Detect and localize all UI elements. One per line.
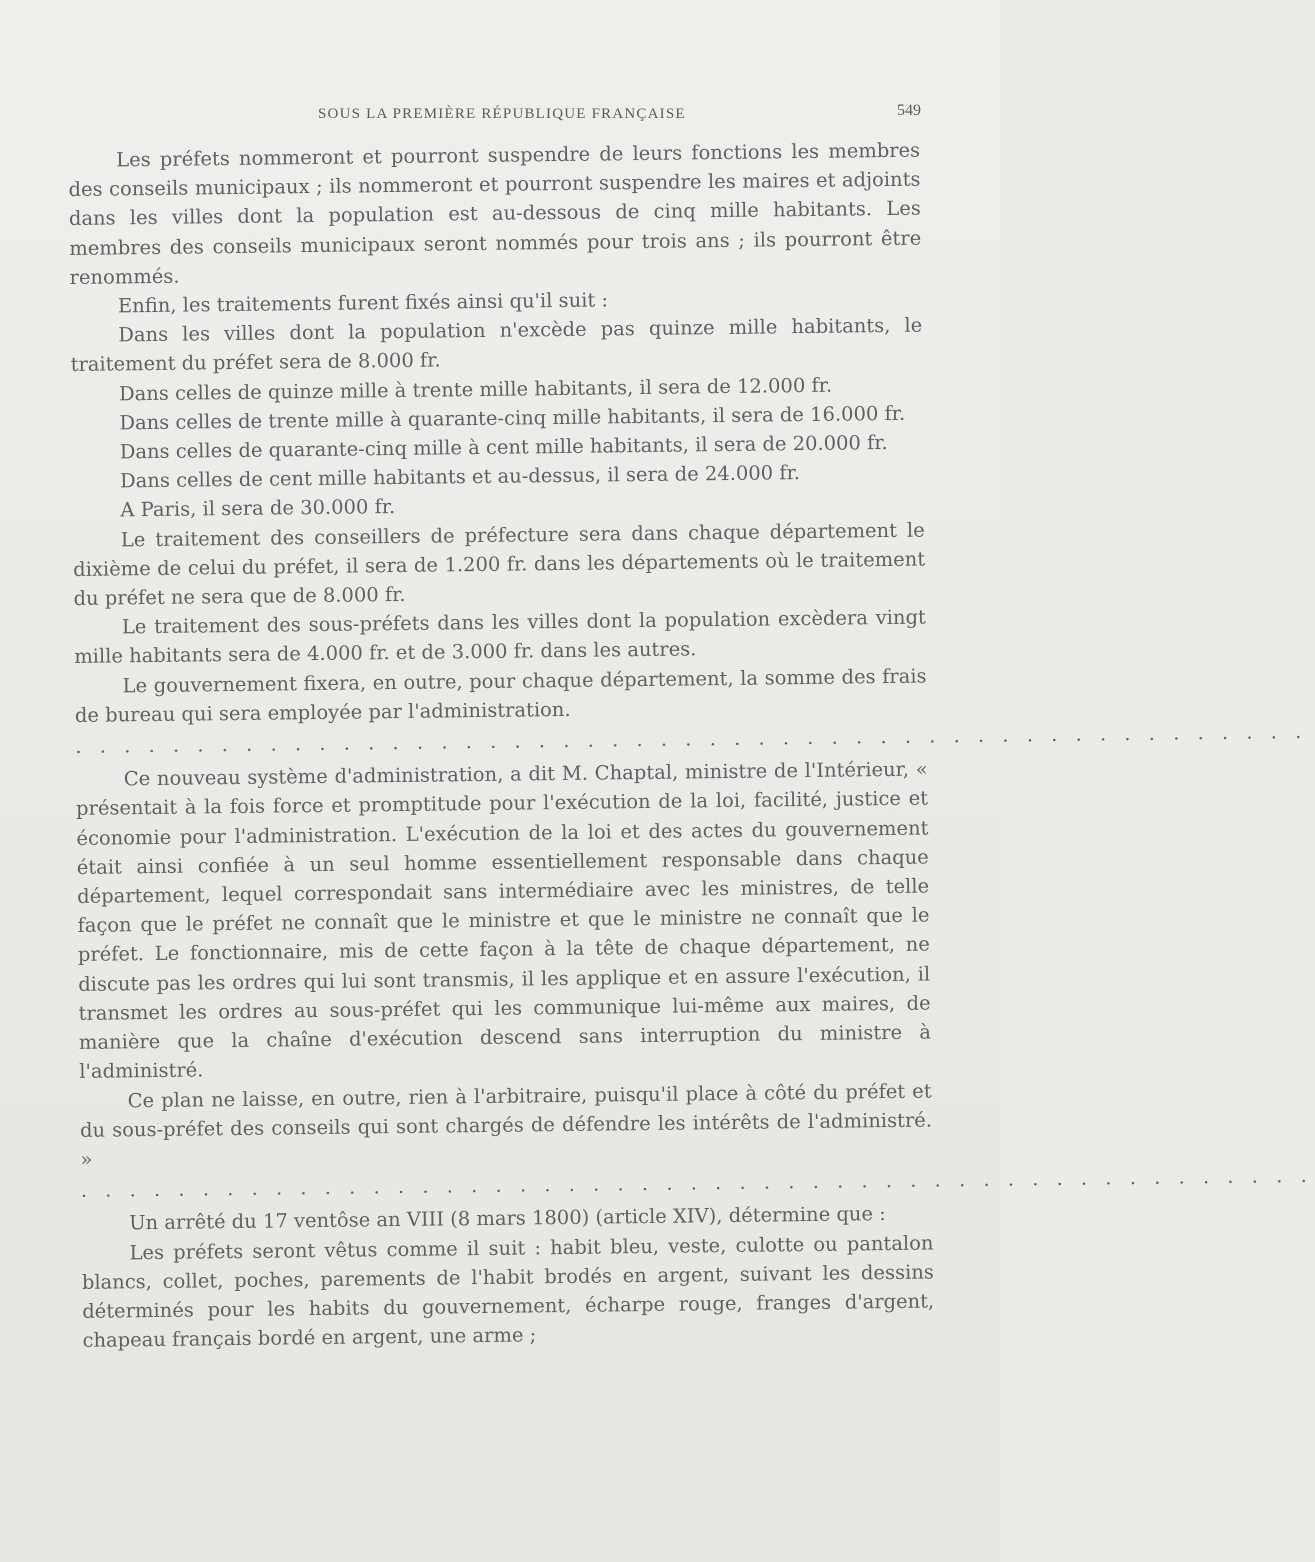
paragraph-arrete-ventose: Un arrêté du 17 ventôse an VIII (8 mars 1800) (article XIV), détermine que : bbox=[129, 1202, 886, 1235]
paragraph-costume-prefets: Les préfets seront vêtus comme il suit : habit bleu, veste, culotte ou pantalon blancs, collet, poches, parements de l'habit brodés en argent, suivant les dessins déterminés pour les habits du gouvernement, écharpe rouge, franges d'argent, chapeau français bordé en argent, une arme ; bbox=[81, 1231, 935, 1353]
running-head: SOUS LA PREMIÈRE RÉPUBLIQUE FRANÇAISE bbox=[318, 106, 686, 122]
paragraph-traitement-12000: Dans celles de quinze mille à trente mille habitants, il sera de 12.000 fr. bbox=[118, 373, 833, 406]
paragraph-plan-arbitraire: Ce plan ne laisse, en outre, rien à l'arbitraire, puisqu'il place à côté du préfet et du sous-préfet des conseils qui sont chargés de défendre les intérêts de l'administré. » bbox=[79, 1079, 933, 1171]
paragraph-traitement-24000: Dans celles de cent mille habitants et au-dessus, il sera de 24.000 fr. bbox=[119, 461, 801, 493]
page-number: 549 bbox=[897, 102, 921, 119]
paragraph-traitement-8000: Dans les villes dont la population n'excède pas quinze mille habitants, le traitement du préfet sera de 8.000 fr. bbox=[70, 313, 923, 377]
paragraph-frais-bureau: Le gouvernement fixera, en outre, pour chaque département, la somme des frais de bureau qui sera employée par l'administration. bbox=[74, 664, 927, 727]
paragraph-prefets-nomination: Les préfets nommeront et pourront suspendre de leurs fonctions les membres des conseils municipaux ; ils nommeront et pourront suspendre les maires et adjoints dans les villes dont la population est au-dessous de cinq mille habitants. Les membres des conseils municipaux seront nommés pour trois ans ; ils pourront être renommés. bbox=[68, 138, 922, 289]
paragraph-chaptal-quote: Ce nouveau système d'administration, a dit M. Chaptal, ministre de l'Intérieur, « présentait à la fois force et promptitude pour l'exécution de la loi, facilité, justice et économie pour l'administration. L'exécution de la loi et des actes du gouvernement était ainsi confiée à un seul homme essentiellement responsable dans chaque département, lequel correspondait sans intermédiaire avec les ministres, de telle façon que le préfet ne connaît que le ministre et que le ministre ne connaît que le préfet. Le fonctionnaire, mis de cette façon à la tête de chaque département, ne discute pas les ordres qui lui sont transmis, il les applique et en assure l'exécution, il transmet les ordres au sous-préfet qui les communique lui-même aux maires, de manière que la chaîne d'exécution descend sans interruption du ministre à l'administré. bbox=[75, 757, 932, 1084]
paragraph-traitements-intro: Enfin, les traitements furent fixés ainsi qu'il suit : bbox=[117, 288, 609, 318]
body-text bbox=[68, 136, 1313, 1356]
paragraph-traitement-16000: Dans celles de trente mille à quarante-cinq mille habitants, il sera de 16.000 fr. bbox=[119, 401, 906, 435]
paragraph-traitement-20000: Dans celles de quarante-cinq mille à cent mille habitants, il sera de 20.000 fr. bbox=[119, 431, 888, 464]
paragraph-traitement-paris: A Paris, il sera de 30.000 fr. bbox=[120, 495, 396, 522]
ellipsis-divider: . . . . . . . . . . . . . . . . . . . . . . . . . . . . . . . . . . . . . . . . . . . . . . . . . . . bbox=[75, 719, 1308, 759]
paragraph-sous-prefets: Le traitement des sous-préfets dans les villes dont la population excèdera vingt mille habitants sera de 4.000 fr. et de 3.000 fr. dans les autres. bbox=[74, 605, 926, 669]
paragraph-conseillers-prefecture: Le traitement des conseillers de préfecture sera dans chaque département le dixième de celui du préfet, il sera de 1.200 fr. dans les départements où le traitement du préfet ne sera que de 8.000 fr. bbox=[73, 518, 926, 611]
ellipsis-divider: . . . . . . . . . . . . . . . . . . . . . . . . . . . . . . . . . . . . . . . . . . . . . . . . . . . bbox=[80, 1163, 1313, 1203]
